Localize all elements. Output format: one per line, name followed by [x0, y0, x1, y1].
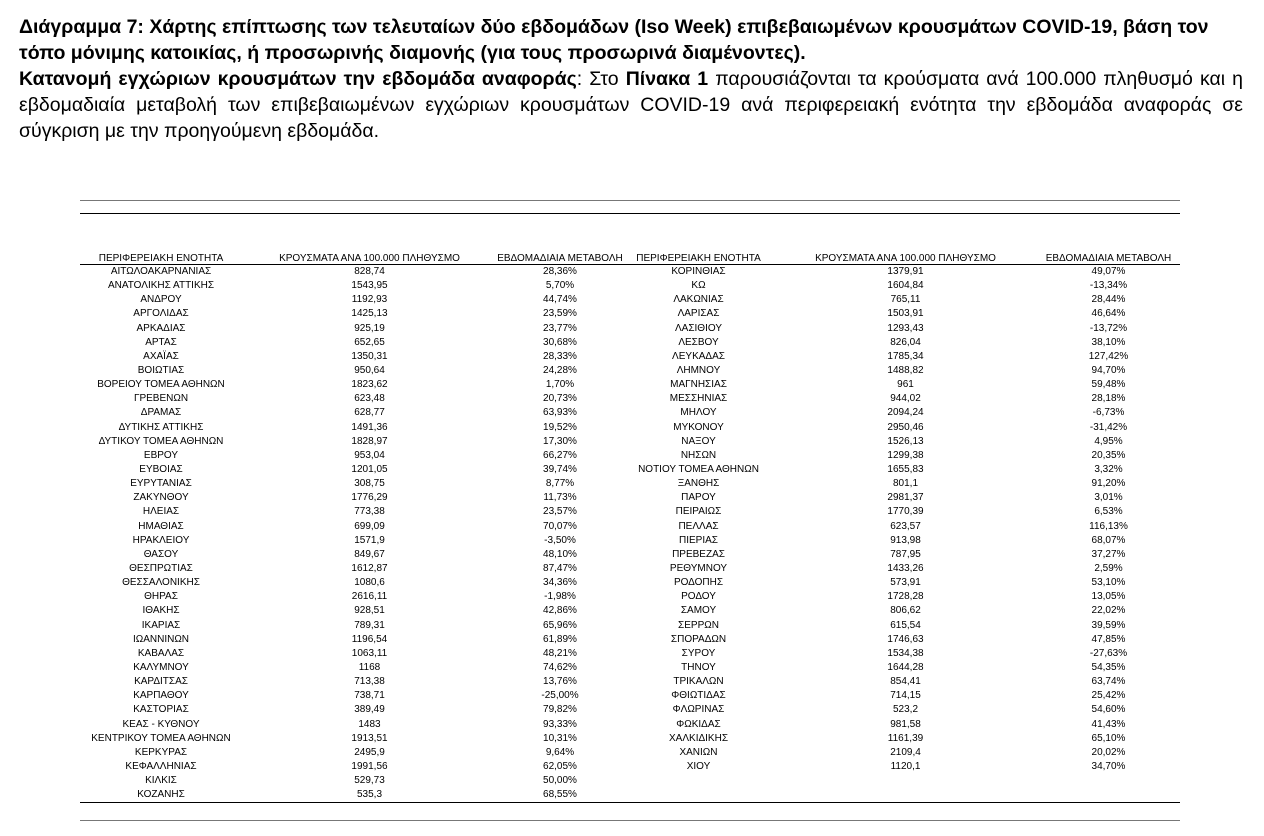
figure-caption: Διάγραμμα 7: Χάρτης επίπτωσης των τελευταίων δύο εβδομάδων (Iso Week) επιβεβαιωμένων κρουσμάτων COVID-19, βάση τον τόπο μόνιμης κατοικίας, ή προσωρινής διαμονής (για τους προσωρινά διαμένοντες). — [19, 16, 1209, 64]
right-rate-cell: 1488,82 — [887, 365, 924, 377]
right-unit-cell: ΜΑΓΝΗΣΙΑΣ — [670, 379, 727, 391]
left-rate-cell: 849,67 — [354, 548, 385, 560]
right-unit-cell: ΠΡΕΒΕΖΑΣ — [672, 548, 725, 560]
right-unit-cell: ΧΙΟΥ — [686, 760, 711, 772]
left-rate-cell: 925,19 — [354, 322, 385, 334]
right-unit-cell: ΛΕΣΒΟΥ — [678, 336, 719, 348]
left-unit-cell: ΕΒΡΟΥ — [143, 449, 179, 461]
right-rate-cell: 981,58 — [890, 718, 921, 730]
left-unit-cell: ΔΥΤΙΚΗΣ ΑΤΤΙΚΗΣ — [118, 421, 204, 433]
right-change-cell: 4,95% — [1094, 435, 1123, 447]
right-unit-cell: ΛΑΣΙΘΙΟΥ — [675, 322, 722, 334]
left-rate-cell: 1491,36 — [351, 421, 388, 433]
empty-cell — [623, 788, 774, 803]
left-change-cell: 20,73% — [543, 393, 577, 405]
table-row — [80, 788, 1180, 803]
right-rate-cell: 714,15 — [890, 690, 921, 702]
right-change-cell: -13,34% — [1089, 280, 1128, 292]
right-rate-cell: 623,57 — [890, 520, 921, 532]
header-unit-right: ΠΕΡΙΦΕΡΕΙΑΚΗ ΕΝΟΤΗΤΑ — [623, 253, 774, 265]
right-rate-cell: 1433,26 — [887, 563, 924, 575]
left-rate-cell: 1196,54 — [351, 633, 388, 645]
left-unit-cell: ΘΕΣΠΡΩΤΙΑΣ — [129, 563, 193, 575]
right-unit-cell: ΚΟΡΙΝΘΙΑΣ — [671, 266, 726, 278]
right-unit-cell: ΛΑΚΩΝΙΑΣ — [673, 294, 724, 306]
table-row — [80, 718, 1180, 732]
table-row — [80, 307, 1180, 321]
right-change-cell: 6,53% — [1094, 506, 1123, 518]
left-unit-cell: ΑΡΤΑΣ — [145, 336, 177, 348]
table-row — [80, 477, 1180, 491]
left-rate-cell: 1350,31 — [351, 350, 388, 362]
left-change-cell: -3,50% — [544, 534, 576, 546]
left-rate-cell: 1828,97 — [351, 435, 388, 447]
table-header-row — [80, 253, 1180, 265]
right-rate-cell: 806,62 — [890, 605, 921, 617]
table-row — [80, 350, 1180, 364]
left-rate-cell: 828,74 — [354, 266, 385, 278]
right-rate-cell: 1604,84 — [887, 280, 924, 292]
left-rate-cell: 389,49 — [354, 704, 385, 716]
table-row — [80, 604, 1180, 618]
left-change-cell: 70,07% — [543, 520, 577, 532]
left-change-cell: 8,77% — [545, 478, 575, 490]
left-change-cell: 13,76% — [543, 676, 577, 688]
left-rate-cell: 1080,6 — [354, 577, 385, 589]
right-rate-cell: 1655,83 — [887, 464, 924, 476]
left-unit-cell: ΘΕΣΣΑΛΟΝΙΚΗΣ — [122, 577, 200, 589]
right-change-cell: 54,60% — [1091, 704, 1126, 716]
right-rate-cell: 961 — [897, 379, 914, 391]
right-rate-cell: 765,11 — [890, 294, 921, 306]
right-change-cell: 94,70% — [1091, 365, 1126, 377]
left-change-cell: 39,74% — [543, 464, 577, 476]
right-unit-cell: ΣΠΟΡΑΔΩΝ — [670, 633, 727, 645]
left-unit-cell: ΙΘΑΚΗΣ — [142, 605, 180, 617]
table-row — [80, 548, 1180, 562]
section-label: Κατανομή εγχώριων κρουσμάτων την εβδομάδα αναφοράς — [19, 68, 577, 90]
empty-cell — [774, 774, 1037, 788]
left-rate-cell: 1612,87 — [351, 563, 388, 575]
left-rate-cell: 628,77 — [354, 407, 385, 419]
header-unit-left: ΠΕΡΙΦΕΡΕΙΑΚΗ ΕΝΟΤΗΤΑ — [80, 253, 242, 265]
left-unit-cell: ΗΡΑΚΛΕΙΟΥ — [132, 534, 190, 546]
right-unit-cell: ΣΥΡΟΥ — [681, 647, 716, 659]
right-change-cell: 127,42% — [1088, 350, 1129, 362]
right-rate-cell: 826,04 — [890, 336, 921, 348]
table-row — [80, 336, 1180, 350]
left-unit-cell: ΓΡΕΒΕΝΩΝ — [133, 393, 189, 405]
left-unit-cell: ΕΥΒΟΙΑΣ — [139, 464, 183, 476]
left-unit-cell: ΚΕΑΣ - ΚΥΘΝΟΥ — [122, 718, 200, 730]
right-rate-cell: 2950,46 — [887, 421, 924, 433]
right-change-cell: 28,44% — [1091, 294, 1126, 306]
empty-cell — [774, 788, 1037, 803]
right-change-cell: 54,35% — [1091, 662, 1126, 673]
divider-top-1 — [80, 200, 1180, 201]
left-change-cell: 11,73% — [543, 492, 577, 504]
right-change-cell: 22,02% — [1091, 605, 1126, 617]
right-rate-cell: 1728,28 — [887, 591, 924, 603]
intro-paragraph — [19, 66, 1243, 144]
right-change-cell: 46,64% — [1091, 308, 1126, 320]
right-unit-cell: ΠΙΕΡΙΑΣ — [679, 534, 718, 546]
table-row — [80, 732, 1180, 746]
right-change-cell: 39,59% — [1091, 619, 1126, 631]
header-rate-left: ΚΡΟΥΣΜΑΤΑ ΑΝΑ 100.000 ΠΛΗΘΥΣΜΟ — [242, 253, 497, 265]
right-rate-cell: 1534,38 — [887, 647, 924, 659]
table-row — [80, 364, 1180, 378]
right-change-cell: 116,13% — [1089, 520, 1128, 532]
table-row — [80, 590, 1180, 604]
header-rate-right: ΚΡΟΥΣΜΑΤΑ ΑΝΑ 100.000 ΠΛΗΘΥΣΜΟ — [774, 253, 1037, 265]
left-change-cell: 23,77% — [543, 322, 577, 334]
right-unit-cell: ΠΕΛΛΑΣ — [678, 520, 719, 532]
left-unit-cell: ΑΧΑΪΑΣ — [143, 350, 179, 362]
table-row — [80, 406, 1180, 420]
right-change-cell: 68,07% — [1091, 534, 1126, 546]
table-row — [80, 562, 1180, 576]
right-unit-cell: ΜΕΣΣΗΝΙΑΣ — [669, 393, 728, 405]
left-change-cell: 42,86% — [543, 605, 577, 617]
left-unit-cell: ΒΟΡΕΙΟΥ ΤΟΜΕΑ ΑΘΗΝΩΝ — [97, 379, 225, 391]
left-change-cell: 28,36% — [543, 266, 577, 278]
left-rate-cell: 535,3 — [242, 788, 497, 803]
right-rate-cell: 787,95 — [890, 548, 921, 560]
left-unit-cell: ΚΑΛΥΜΝΟΥ — [133, 662, 189, 673]
right-rate-cell: 1503,91 — [887, 308, 924, 320]
table-row — [80, 378, 1180, 392]
right-rate-cell: 2109,4 — [890, 746, 921, 758]
intro-text-1: : Στο — [576, 68, 626, 90]
table-row — [80, 435, 1180, 449]
left-unit-cell: ΙΚΑΡΙΑΣ — [141, 619, 181, 631]
left-rate-cell: 1425,13 — [351, 308, 388, 320]
left-unit-cell: ΚΑΒΑΛΑΣ — [137, 647, 185, 659]
right-unit-cell: ΡΟΔΟΠΗΣ — [673, 577, 724, 589]
left-unit-cell: ΗΛΕΙΑΣ — [142, 506, 180, 518]
right-unit-cell: ΧΑΝΙΩΝ — [679, 746, 718, 758]
left-rate-cell: 928,51 — [354, 605, 385, 617]
left-unit-cell: ΔΥΤΙΚΟΥ ΤΟΜΕΑ ΑΘΗΝΩΝ — [98, 435, 224, 447]
left-change-cell: 10,31% — [543, 732, 577, 744]
right-rate-cell: 1293,43 — [887, 322, 924, 334]
table-row — [80, 576, 1180, 590]
table-row — [80, 491, 1180, 505]
left-change-cell: 9,64% — [545, 746, 575, 758]
right-change-cell: -13,72% — [1089, 322, 1128, 334]
left-unit-cell: ΚΕΝΤΡΙΚΟΥ ΤΟΜΕΑ ΑΘΗΝΩΝ — [91, 732, 231, 744]
left-rate-cell: 1168 — [358, 662, 381, 673]
left-change-cell: 30,68% — [543, 336, 577, 348]
right-rate-cell: 1120,1 — [890, 760, 921, 772]
right-change-cell: 34,70% — [1091, 760, 1126, 772]
right-change-cell: 47,85% — [1091, 633, 1126, 645]
left-rate-cell: 529,73 — [354, 775, 385, 787]
left-rate-cell: 1823,62 — [351, 379, 388, 391]
left-change-cell: 23,59% — [543, 308, 577, 320]
right-unit-cell: ΛΑΡΙΣΑΣ — [677, 308, 720, 320]
right-rate-cell: 944,02 — [890, 393, 921, 405]
right-unit-cell: ΤΡΙΚΑΛΩΝ — [673, 676, 724, 688]
right-rate-cell: 1526,13 — [887, 435, 924, 447]
table-row — [80, 689, 1180, 703]
left-rate-cell: 699,09 — [354, 520, 385, 532]
right-rate-cell: 2094,24 — [887, 407, 924, 419]
left-unit-cell: ΚΑΣΤΟΡΙΑΣ — [133, 704, 189, 716]
right-change-cell: 3,01% — [1094, 492, 1123, 504]
left-unit-cell: ΚΑΡΠΑΘΟΥ — [133, 690, 189, 702]
table-row — [80, 619, 1180, 633]
left-change-cell: 44,74% — [543, 294, 577, 306]
right-rate-cell: 1785,34 — [887, 350, 924, 362]
left-rate-cell: 2495,9 — [354, 746, 385, 758]
left-unit-cell: ΘΑΣΟΥ — [143, 548, 179, 560]
left-rate-cell: 1991,56 — [351, 760, 388, 772]
right-change-cell: 2,59% — [1094, 563, 1123, 575]
right-rate-cell: 801,1 — [892, 478, 919, 490]
left-rate-cell: 1063,11 — [351, 647, 388, 659]
right-change-cell: 25,42% — [1091, 690, 1126, 702]
document-heading — [19, 14, 1243, 144]
left-change-cell: 1,70% — [545, 379, 575, 391]
right-rate-cell: 615,54 — [890, 619, 921, 631]
right-change-cell: 41,43% — [1091, 718, 1126, 730]
right-change-cell: 59,48% — [1091, 379, 1126, 391]
header-change-left: ΕΒΔΟΜΑΔΙΑΙΑ ΜΕΤΑΒΟΛΗ — [497, 253, 623, 264]
right-rate-cell: 2981,37 — [887, 492, 924, 504]
right-change-cell: 53,10% — [1091, 577, 1126, 589]
right-change-cell: 65,10% — [1091, 732, 1126, 744]
table-row — [80, 265, 1180, 280]
right-change-cell: 13,05% — [1091, 591, 1126, 603]
table-row — [80, 746, 1180, 760]
right-rate-cell: 1161,39 — [887, 732, 924, 744]
left-change-cell: 5,70% — [545, 280, 575, 292]
left-rate-cell: 789,31 — [354, 619, 385, 631]
empty-cell — [623, 774, 774, 788]
table-row — [80, 760, 1180, 774]
left-unit-cell: ΒΟΙΩΤΙΑΣ — [137, 365, 185, 377]
left-unit-cell: ΙΩΑΝΝΙΝΩΝ — [132, 633, 190, 645]
table-row — [80, 520, 1180, 534]
left-change-cell: 48,21% — [543, 647, 577, 659]
table-row — [80, 322, 1180, 336]
right-unit-cell: ΝΑΞΟΥ — [681, 435, 716, 447]
table-row — [80, 463, 1180, 477]
left-rate-cell: 950,64 — [354, 365, 385, 377]
left-unit-cell: ΚΟΖΑΝΗΣ — [80, 788, 242, 803]
left-unit-cell: ΑΡΚΑΔΙΑΣ — [136, 322, 186, 334]
left-unit-cell: ΚΕΦΑΛΛΗΝΙΑΣ — [125, 760, 197, 772]
right-change-cell: 37,27% — [1091, 548, 1126, 560]
right-unit-cell: ΚΩ — [691, 280, 706, 292]
right-unit-cell: ΝΗΣΩΝ — [680, 449, 717, 461]
left-unit-cell: ΚΑΡΔΙΤΣΑΣ — [134, 676, 188, 688]
left-change-cell: -25,00% — [541, 690, 579, 702]
right-rate-cell: 1644,28 — [887, 662, 924, 673]
left-unit-cell: ΘΗΡΑΣ — [144, 591, 178, 603]
table-row — [80, 505, 1180, 519]
left-rate-cell: 1192,93 — [351, 294, 388, 306]
left-change-cell: 65,96% — [543, 619, 577, 631]
table-row — [80, 661, 1180, 675]
left-change-cell: 66,27% — [543, 449, 577, 461]
right-change-cell: 28,18% — [1091, 393, 1126, 405]
left-unit-cell: ΚΕΡΚΥΡΑΣ — [134, 746, 188, 758]
left-rate-cell: 2616,11 — [351, 591, 388, 603]
left-unit-cell: ΗΜΑΘΙΑΣ — [138, 520, 184, 532]
left-unit-cell: ΔΡΑΜΑΣ — [140, 407, 182, 419]
left-change-cell: 62,05% — [543, 760, 577, 772]
cases-table — [80, 253, 1180, 803]
right-unit-cell: ΛΗΜΝΟΥ — [676, 365, 721, 377]
right-change-cell: 3,32% — [1094, 464, 1123, 476]
left-unit-cell: ΑΝΔΡΟΥ — [140, 294, 182, 306]
left-rate-cell: 713,38 — [354, 676, 385, 688]
left-change-cell: 23,57% — [543, 506, 577, 518]
left-change-cell: 63,93% — [543, 407, 577, 419]
left-rate-cell: 1571,9 — [354, 534, 385, 546]
left-unit-cell: ΕΥΡΥΤΑΝΙΑΣ — [130, 478, 192, 490]
table-row — [80, 647, 1180, 661]
header-change-right: ΕΒΔΟΜΑΔΙΑΙΑ ΜΕΤΑΒΟΛΗ — [1037, 253, 1180, 265]
right-rate-cell: 1746,63 — [887, 633, 924, 645]
table-row — [80, 703, 1180, 717]
table-row — [80, 293, 1180, 307]
left-rate-cell: 1543,95 — [351, 280, 388, 292]
left-rate-cell: 1776,29 — [351, 492, 388, 504]
right-rate-cell: 1770,39 — [887, 506, 924, 518]
left-change-cell: 68,55% — [497, 788, 623, 803]
right-unit-cell: ΤΗΝΟΥ — [681, 662, 716, 673]
right-change-cell: 63,74% — [1091, 676, 1126, 688]
left-change-cell: 79,82% — [543, 704, 577, 716]
left-change-cell: 61,89% — [543, 633, 577, 645]
right-unit-cell: ΧΑΛΚΙΔΙΚΗΣ — [669, 732, 728, 744]
table-row — [80, 421, 1180, 435]
right-change-cell: 38,10% — [1091, 336, 1126, 348]
left-rate-cell: 308,75 — [354, 478, 385, 490]
intro-text-2: παρουσιάζονται τα κρούσματα ανά 100.000 πληθυσμό και η εβδομαδιαία μεταβολή των επιβεβαιωμένων εγχώριων κρουσμάτων COVID-19 ανά περιφερειακή ενότητα την εβδομάδα αναφοράς σε σύγκριση με την προηγούμενη εβδομάδα. — [19, 68, 1243, 142]
right-unit-cell: ΜΗΛΟΥ — [680, 407, 717, 419]
right-change-cell: 20,02% — [1091, 746, 1126, 758]
right-change-cell: 49,07% — [1091, 266, 1126, 278]
empty-cell — [1037, 774, 1180, 788]
divider-top-2 — [80, 213, 1180, 214]
left-change-cell: 50,00% — [543, 775, 577, 787]
left-change-cell: 48,10% — [543, 548, 577, 560]
table-reference: Πίνακα 1 — [625, 68, 709, 90]
left-change-cell: 34,36% — [543, 577, 577, 589]
right-change-cell: 91,20% — [1091, 478, 1126, 490]
left-change-cell: 19,52% — [543, 421, 577, 433]
table-row — [80, 774, 1180, 788]
right-unit-cell: ΦΩΚΙΔΑΣ — [676, 718, 721, 730]
right-change-cell: 20,35% — [1091, 449, 1126, 461]
left-rate-cell: 953,04 — [354, 449, 385, 461]
left-change-cell: 17,30% — [543, 435, 577, 447]
left-unit-cell: ΚΙΛΚΙΣ — [145, 775, 177, 787]
left-change-cell: 28,33% — [543, 350, 577, 362]
left-change-cell: 24,28% — [543, 365, 577, 377]
table-row — [80, 633, 1180, 647]
right-unit-cell: ΦΘΙΩΤΙΔΑΣ — [671, 690, 726, 702]
left-rate-cell: 1913,51 — [351, 732, 388, 744]
left-change-cell: 74,62% — [543, 662, 577, 673]
right-change-cell: -31,42% — [1089, 421, 1128, 433]
left-unit-cell: ΑΝΑΤΟΛΙΚΗΣ ΑΤΤΙΚΗΣ — [107, 280, 215, 292]
right-unit-cell: ΣΕΡΡΩΝ — [678, 619, 719, 631]
left-rate-cell: 1201,05 — [351, 464, 388, 476]
left-unit-cell: ΖΑΚΥΝΘΟΥ — [133, 492, 189, 504]
left-change-cell: -1,98% — [544, 591, 576, 603]
right-rate-cell: 854,41 — [890, 676, 921, 688]
right-change-cell: -27,63% — [1089, 647, 1128, 659]
right-unit-cell: ΣΑΜΟΥ — [680, 605, 717, 617]
right-unit-cell: ΡΟΔΟΥ — [681, 591, 716, 603]
right-unit-cell: ΝΟΤΙΟΥ ΤΟΜΕΑ ΑΘΗΝΩΝ — [638, 464, 759, 476]
right-unit-cell: ΠΕΙΡΑΙΩΣ — [675, 506, 722, 518]
left-rate-cell: 1483 — [358, 718, 381, 730]
divider-bottom — [80, 820, 1180, 821]
left-change-cell: 93,33% — [543, 718, 577, 730]
right-rate-cell: 523,2 — [892, 704, 919, 716]
left-rate-cell: 738,71 — [354, 690, 385, 702]
table-row — [80, 675, 1180, 689]
right-change-cell: -6,73% — [1092, 407, 1125, 419]
right-rate-cell: 1299,38 — [887, 449, 924, 461]
table-body — [80, 265, 1180, 803]
right-rate-cell: 573,91 — [890, 577, 921, 589]
table-row — [80, 392, 1180, 406]
right-rate-cell: 913,98 — [890, 534, 921, 546]
left-rate-cell: 652,65 — [354, 336, 385, 348]
right-unit-cell: ΡΕΘΥΜΝΟΥ — [669, 563, 728, 575]
left-rate-cell: 773,38 — [354, 506, 385, 518]
left-unit-cell: ΑΙΤΩΛΟΑΚΑΡΝΑΝΙΑΣ — [110, 266, 212, 278]
left-change-cell: 87,47% — [543, 563, 577, 575]
right-unit-cell: ΠΑΡΟΥ — [681, 492, 716, 504]
right-unit-cell: ΦΛΩΡΙΝΑΣ — [672, 704, 725, 716]
left-rate-cell: 623,48 — [354, 393, 385, 405]
table-row — [80, 534, 1180, 548]
right-unit-cell: ΛΕΥΚΑΔΑΣ — [672, 350, 725, 362]
table-row — [80, 449, 1180, 463]
table-row — [80, 279, 1180, 293]
right-rate-cell: 1379,91 — [887, 266, 924, 278]
right-unit-cell: ΜΥΚΟΝΟΥ — [673, 421, 724, 433]
right-unit-cell: ΞΑΝΘΗΣ — [677, 478, 720, 490]
empty-cell — [1037, 788, 1180, 803]
left-unit-cell: ΑΡΓΟΛΙΔΑΣ — [133, 308, 189, 320]
